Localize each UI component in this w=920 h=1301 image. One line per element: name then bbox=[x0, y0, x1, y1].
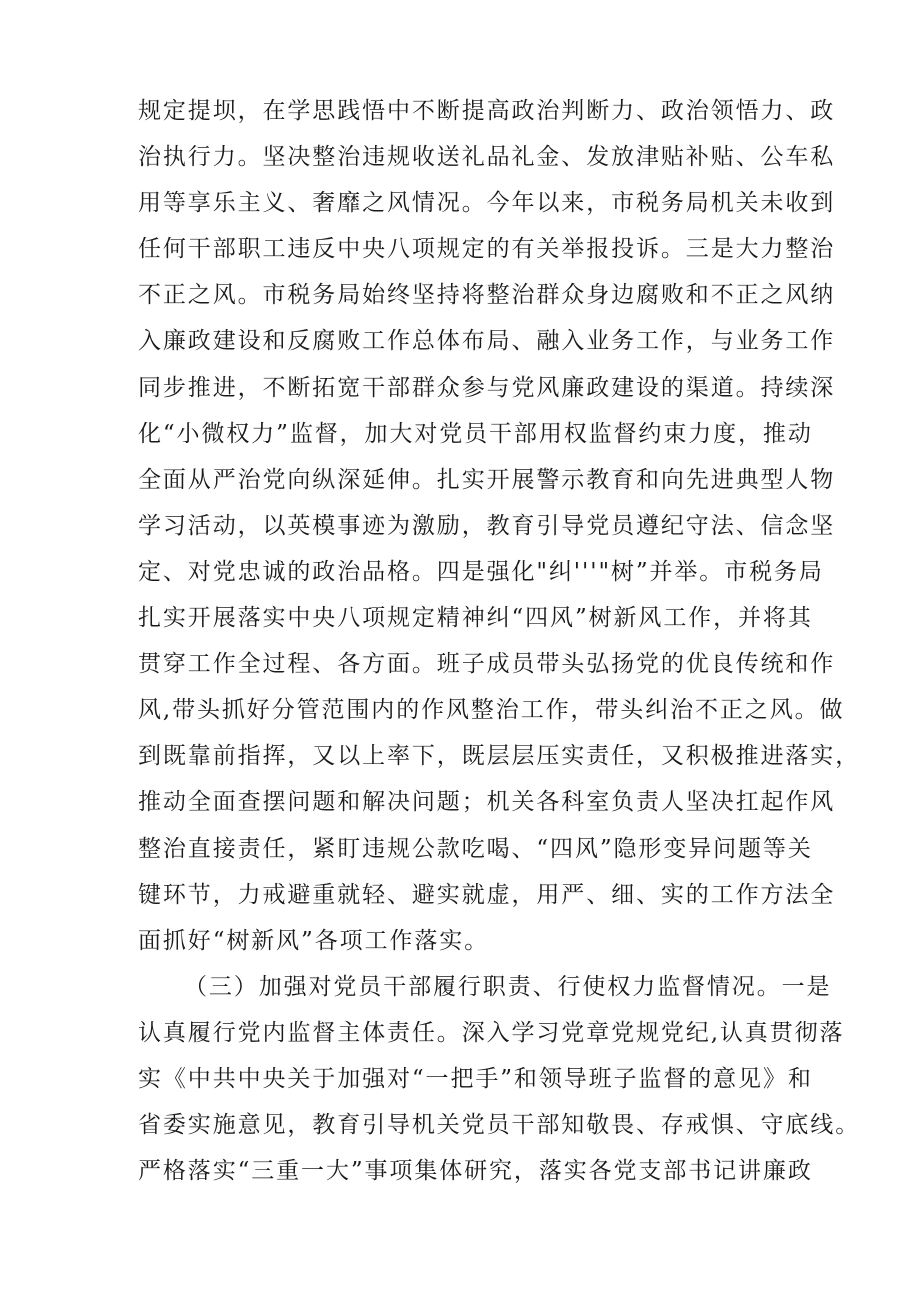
paragraph-line: 用等享乐主义、奢靡之风情况。今年以来，市税务局机关未收到 bbox=[138, 190, 836, 217]
paragraph-line: 不正之风。市税务局始终坚持将整治群众身边腐败和不正之风纳 bbox=[138, 282, 836, 309]
paragraph-line: 入廉政建设和反腐败工作总体布局、融入业务工作，与业务工作 bbox=[138, 328, 836, 355]
paragraph-line: 任何干部职工违反中央八项规定的有关举报投诉。三是大力整治 bbox=[138, 236, 836, 263]
paragraph-line: 贯穿工作全过程、各方面。班子成员带头弘扬党的优良传统和作 bbox=[138, 651, 836, 678]
paragraph-line: 定、对党忠诚的政治品格。四是强化"纠'''"树”并举。市税务局 bbox=[138, 558, 824, 585]
paragraph-line: 键环节，力戒避重就轻、避实就虚，用严、细、实的工作方法全 bbox=[138, 881, 836, 908]
paragraph-line: 风,带头抓好分管范围内的作风整治工作，带头纠治不正之风。做 bbox=[138, 697, 845, 724]
paragraph-line: 化“小微权力”监督，加大对党员干部用权监督约束力度，推动 bbox=[138, 420, 813, 447]
paragraph-line: 全面从严治党向纵深延伸。扎实开展警示教育和向先进典型人物 bbox=[138, 466, 836, 493]
paragraph-line: 严格落实“三重一大”事项集体研究，落实各党支部书记讲廉政 bbox=[138, 1158, 813, 1185]
paragraph-1 bbox=[138, 88, 861, 964]
paragraph-line: 省委实施意见，教育引导机关党员干部知敬畏、存戒惧、守底线。 bbox=[138, 1112, 861, 1139]
paragraph-line: 整治直接责任，紧盯违规公款吃喝、“四风”隐形变异问题等关 bbox=[138, 835, 813, 862]
document-body bbox=[138, 88, 861, 1194]
paragraph-line: 同步推进，不断拓宽干部群众参与党风廉政建设的渠道。持续深 bbox=[138, 374, 836, 401]
paragraph-line: 面抓好“树新风”各项工作落实。 bbox=[138, 927, 490, 954]
paragraph-line: 扎实开展落实中央八项规定精神纠“四风”树新风工作，并将其 bbox=[138, 605, 813, 632]
paragraph-line: 推动全面查摆问题和解决问题；机关各科室负责人坚决扛起作风 bbox=[138, 789, 836, 816]
paragraph-line: 治执行力。坚决整治违规收送礼品礼金、发放津贴补贴、公车私 bbox=[138, 144, 836, 171]
paragraph-2 bbox=[138, 964, 861, 1194]
paragraph-line: 到既靠前指挥，又以上率下，既层层压实责任，又积极推进落实， bbox=[138, 743, 861, 770]
paragraph-line: 实《中共中央关于加强对“一把手”和领导班子监督的意见》和 bbox=[138, 1065, 813, 1092]
paragraph-line: （三）加强对党员干部履行职责、行使权力监督情况。一是 bbox=[184, 973, 832, 1000]
paragraph-line: 学习活动，以英模事迹为激励，教育引导党员遵纪守法、信念坚 bbox=[138, 512, 836, 539]
paragraph-line: 规定提坝，在学思践悟中不断提高政治判断力、政治领悟力、政 bbox=[138, 98, 836, 124]
paragraph-line: 认真履行党内监督主体责任。深入学习党章党规党纪,认真贯彻落 bbox=[138, 1019, 845, 1046]
